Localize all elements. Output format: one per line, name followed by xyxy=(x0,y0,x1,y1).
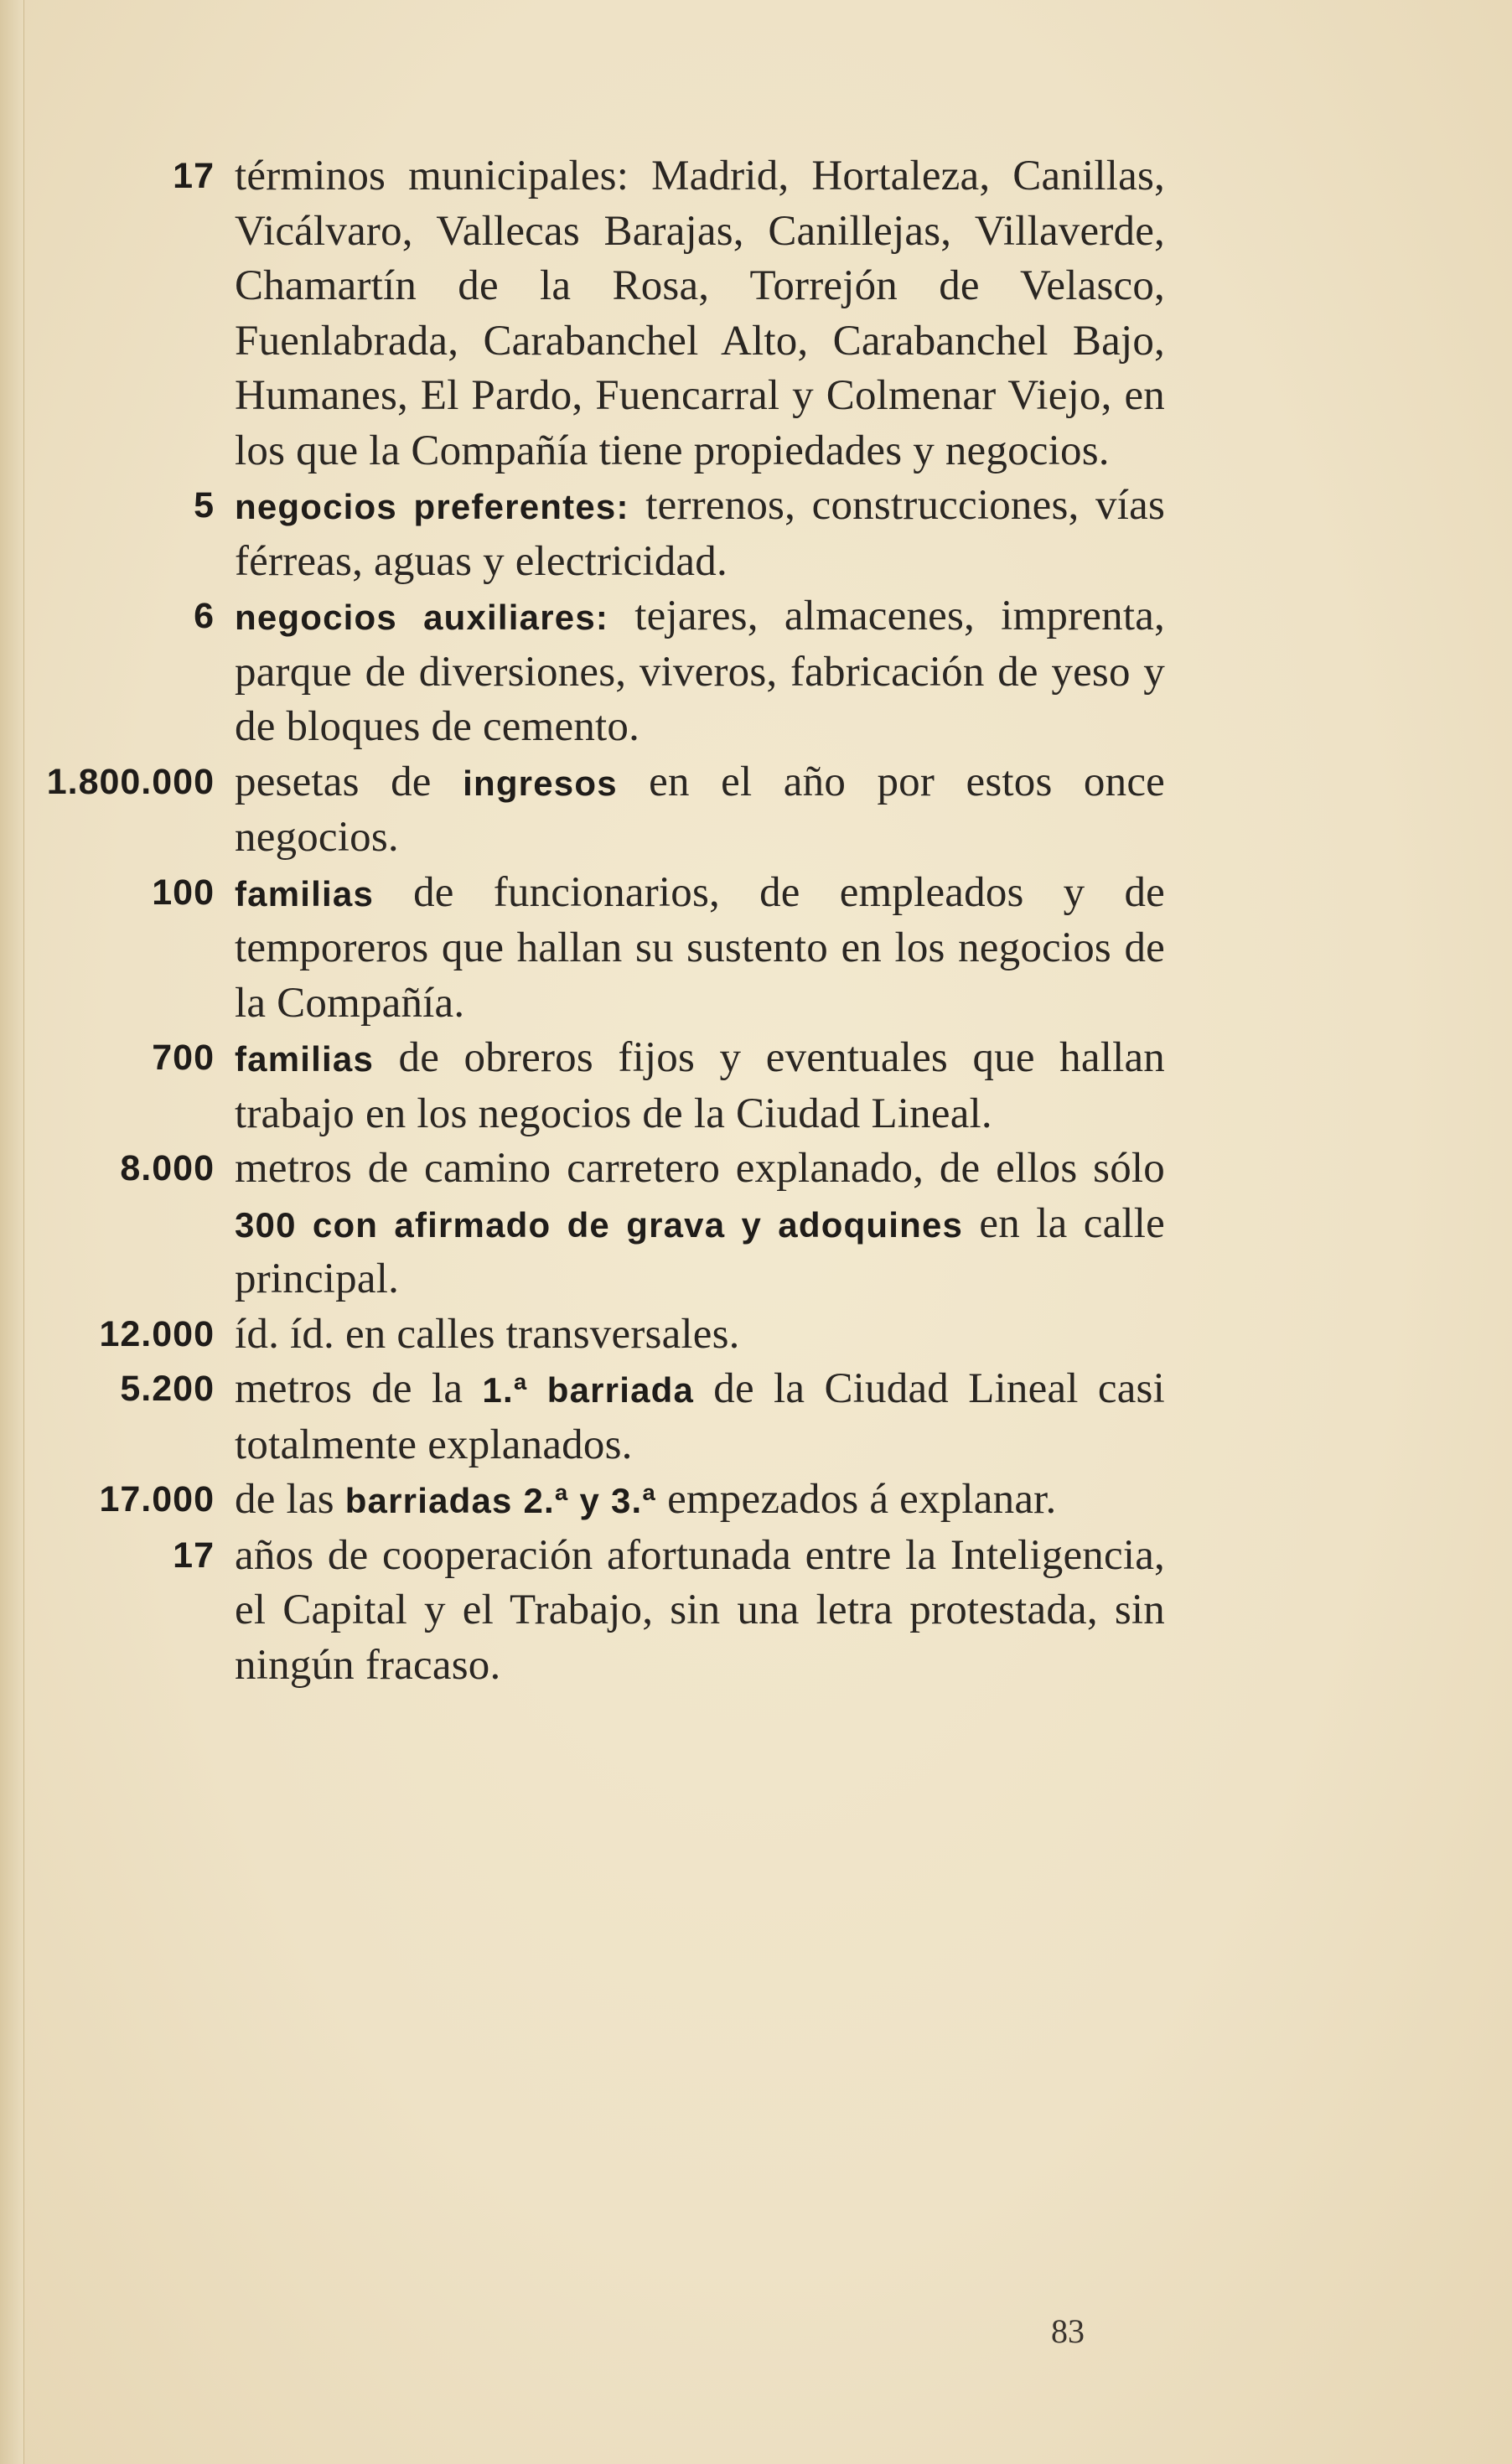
page-number: 83 xyxy=(1051,2312,1085,2350)
entry-item xyxy=(173,149,1165,479)
entry-text xyxy=(235,1031,1165,1141)
entry-phrase: metros de camino carretero explanado, de ellos sólo xyxy=(235,1145,1165,1192)
entry-phrase: terrenos, construcciones, vías férreas, aguas y electricidad. xyxy=(235,482,1165,585)
entry-text xyxy=(235,1529,1165,1694)
entry-phrase: empezados á explanar. xyxy=(656,1476,1057,1523)
entry-text xyxy=(235,1141,1165,1307)
entry-item xyxy=(99,1307,1165,1363)
entry-number: 700 xyxy=(152,1038,215,1078)
entry-text xyxy=(235,149,1165,479)
entry-text xyxy=(235,1307,1165,1363)
entry-item xyxy=(120,1362,1165,1473)
entry-phrase: metros de la xyxy=(235,1365,483,1412)
entry-phrase: tejares, almacenes, imprenta, parque de diversiones, viveros, fabricación de yeso y de bloques de cemento. xyxy=(235,593,1165,750)
entry-keyword: 300 con afirmado de grava y adoquines xyxy=(235,1204,964,1245)
entry-keyword: 1.ª barriada xyxy=(482,1370,695,1410)
entry-phrase: en la calle principal. xyxy=(235,1199,1166,1302)
entry-phrase: pesetas de xyxy=(235,758,463,805)
entry-keyword: familias xyxy=(235,873,375,914)
entry-number: 17 xyxy=(173,156,215,196)
entry-item xyxy=(194,589,1165,755)
entry-keyword: negocios auxiliares: xyxy=(235,598,609,637)
entry-keyword: barriadas 2.ª y 3.ª xyxy=(344,1481,657,1520)
entry-number: 100 xyxy=(152,872,215,913)
entry-phrase: años de cooperación afortunada entre la Inteligencia, el Capital y el Trabajo, sin una letra protestada, sin ningún fracaso. xyxy=(235,1531,1165,1689)
entry-keyword: familias xyxy=(235,1039,375,1079)
entry-item xyxy=(152,1031,1165,1141)
statistics-list xyxy=(46,149,1166,1693)
entry-keyword: negocios preferentes: xyxy=(235,487,629,526)
entry-number: 17 xyxy=(173,1535,215,1576)
entry-text xyxy=(235,866,1165,1032)
entry-number: 17.000 xyxy=(99,1479,215,1519)
entry-keyword: ingresos xyxy=(463,763,618,803)
entry-item xyxy=(120,1141,1166,1307)
page-gutter xyxy=(0,0,24,2464)
entry-number: 12.000 xyxy=(99,1313,215,1354)
entry-phrase: íd. íd. en calles transversales. xyxy=(235,1310,740,1358)
entry-number: 5 xyxy=(194,485,215,525)
entry-text xyxy=(235,1362,1165,1473)
entry-phrase: términos municipales: Madrid, Hortaleza, Canillas, Vicálvaro, Vallecas Barajas, Canillejas, Villaverde, Chamartín de la Rosa, Torrejón de Velasco, Fuenlabrada, Carabanchel Alto, Carabanchel Bajo, Humanes, El Pardo, Fuencarral y Colmenar Viejo, en los que la Compañía tiene propiedades y negocios. xyxy=(235,153,1165,474)
entry-text xyxy=(235,1473,1165,1529)
entry-item xyxy=(46,755,1166,866)
entry-phrase: de las xyxy=(235,1476,345,1523)
entry-phrase: de la Ciudad Lineal casi totalmente explanados. xyxy=(235,1365,1165,1468)
entry-item xyxy=(152,866,1165,1032)
entry-item xyxy=(194,479,1165,589)
entry-text xyxy=(235,479,1165,589)
entry-phrase: de obreros fijos y eventuales que hallan trabajo en los negocios de la Ciudad Lineal. xyxy=(235,1034,1165,1137)
entry-number: 8.000 xyxy=(120,1148,215,1188)
entry-number: 1.800.000 xyxy=(46,761,215,802)
entry-number: 5.200 xyxy=(120,1369,215,1409)
entry-phrase: de funcionarios, de empleados y de temporeros que hallan su sustento en los negocios de la Compañía. xyxy=(235,868,1165,1027)
entry-item xyxy=(173,1529,1165,1694)
entry-number: 6 xyxy=(194,596,215,636)
entry-phrase: en el año por estos once negocios. xyxy=(235,758,1166,861)
entry-item xyxy=(99,1473,1165,1529)
entry-text xyxy=(235,589,1165,755)
entry-text xyxy=(235,755,1165,866)
